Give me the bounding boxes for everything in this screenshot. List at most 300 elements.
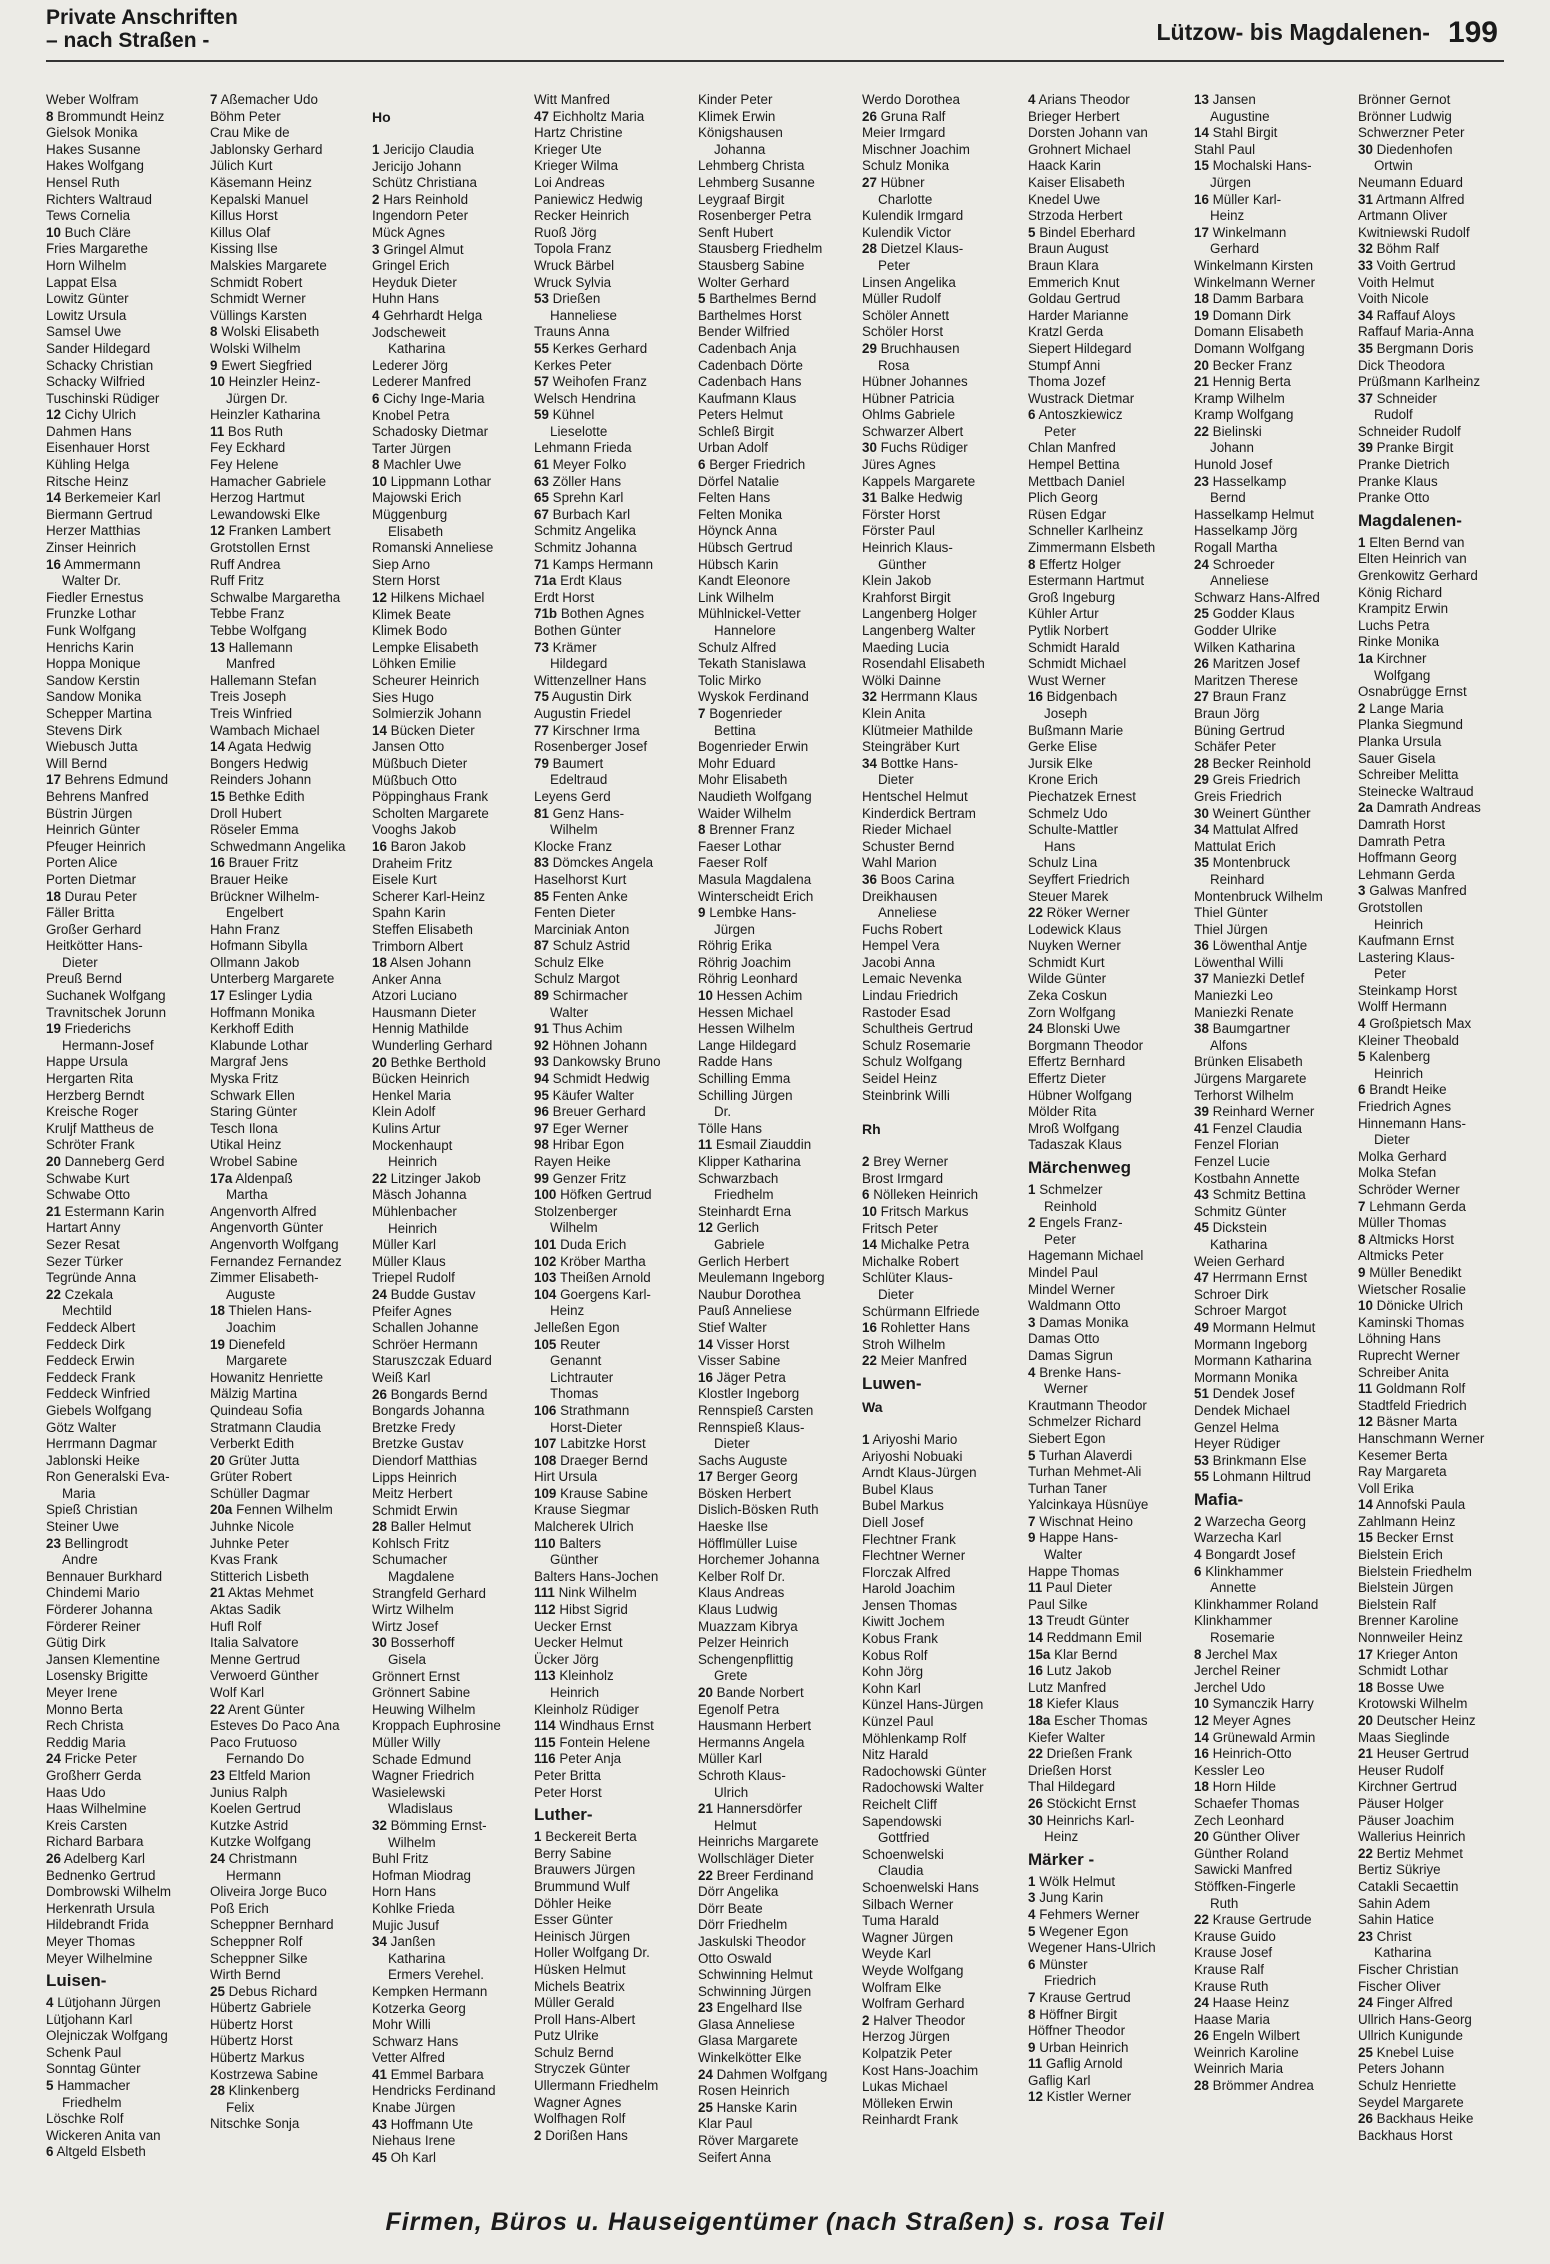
listing-entry bbox=[698, 109, 856, 126]
listing-continuation-text: Peter bbox=[1044, 1231, 1077, 1247]
resident-name: Wunderling Gerhard bbox=[372, 1038, 493, 1054]
listing-entry bbox=[372, 972, 530, 989]
listing-entry bbox=[1194, 673, 1352, 690]
resident-name: Glasa Margarete bbox=[698, 2033, 798, 2049]
listing-entry bbox=[1028, 656, 1186, 673]
resident-name: Atzori Luciano bbox=[372, 988, 457, 1004]
resident-name: Künzel Hans-Jürgen bbox=[862, 1697, 984, 1713]
listing-entry bbox=[1194, 1680, 1352, 1697]
listing-continuation bbox=[534, 1370, 692, 1387]
resident-name: Wilde Günter bbox=[1028, 971, 1107, 987]
resident-name: Löschke Rolf bbox=[46, 2111, 124, 2127]
listing-entry bbox=[1028, 1365, 1186, 1382]
listing-entry bbox=[1358, 1248, 1506, 1265]
listing-entry bbox=[862, 275, 1020, 292]
resident-name: Schulz Elke bbox=[534, 954, 604, 970]
resident-name: Effertz Dieter bbox=[1028, 1071, 1106, 1087]
listing-entry bbox=[1194, 590, 1352, 607]
house-number: 75 bbox=[534, 689, 549, 705]
listing-entry bbox=[210, 938, 368, 955]
resident-name: Dörr Angelika bbox=[698, 1884, 779, 1900]
listing-entry bbox=[1028, 1481, 1186, 1498]
resident-name: Montenbruck Wilhelm bbox=[1194, 888, 1323, 904]
listing-entry bbox=[46, 1071, 204, 1088]
resident-name: Krautmann Theodor bbox=[1028, 1397, 1147, 1413]
listing-continuation bbox=[372, 524, 530, 541]
directory-column bbox=[698, 92, 856, 2192]
listing-continuation-text: Heinz bbox=[550, 1303, 585, 1319]
listing-entry bbox=[1194, 540, 1352, 557]
resident-name: Hirt Ursula bbox=[534, 1469, 598, 1485]
resident-name: Mühlnickel-Vetter bbox=[698, 606, 801, 622]
listing-entry bbox=[46, 1270, 204, 1287]
resident-name: Kratzl Gerda bbox=[1028, 324, 1104, 340]
resident-name: Fenzel Lucie bbox=[1194, 1154, 1270, 1169]
listing-entry bbox=[210, 1619, 368, 1636]
listing-entry bbox=[1358, 1082, 1506, 1099]
listing-entry bbox=[1358, 601, 1506, 618]
listing-continuation-text: Dieter bbox=[1374, 1132, 1410, 1148]
resident-name: Labitzke Horst bbox=[560, 1436, 646, 1452]
listing-entry bbox=[1194, 1320, 1352, 1337]
resident-name: Elten Bernd van bbox=[1369, 534, 1465, 550]
listing-entry bbox=[1358, 291, 1506, 308]
listing-entry bbox=[46, 922, 204, 939]
resident-name: Thoma Jozef bbox=[1028, 374, 1106, 390]
listing-entry bbox=[210, 1917, 368, 1934]
resident-name: Lehmberg Christa bbox=[698, 158, 805, 174]
listing-entry bbox=[46, 1337, 204, 1354]
resident-name: Richters Waltraud bbox=[46, 191, 152, 207]
listing-entry bbox=[698, 374, 856, 391]
listing-entry bbox=[862, 1038, 1020, 1055]
resident-name: Schallen Johanne bbox=[372, 1320, 479, 1336]
house-number: 8 bbox=[698, 822, 706, 838]
listing-entry bbox=[534, 855, 692, 872]
listing-continuation bbox=[372, 1951, 530, 1968]
resident-name: Hartz Christine bbox=[534, 125, 623, 141]
listing-entry bbox=[1358, 585, 1506, 602]
resident-name: Scheppner Silke bbox=[210, 1950, 308, 1966]
listing-entry bbox=[1194, 1796, 1352, 1813]
resident-name: Schäfer Peter bbox=[1194, 739, 1276, 755]
listing-entry bbox=[1028, 490, 1186, 507]
resident-name: Weber Wolfram bbox=[46, 92, 139, 107]
resident-name: Fäller Britta bbox=[46, 905, 115, 921]
listing-continuation bbox=[1194, 175, 1352, 192]
listing-entry bbox=[698, 1602, 856, 1619]
listing-entry bbox=[1358, 1730, 1506, 1747]
resident-name: Agata Hedwig bbox=[227, 739, 312, 755]
listing-entry bbox=[1028, 2023, 1186, 2040]
resident-name: Michels Beatrix bbox=[534, 1978, 625, 1994]
house-number: 34 bbox=[372, 1934, 387, 1950]
resident-name: Bielstein Erich bbox=[1358, 1547, 1443, 1563]
resident-name: Arent Günter bbox=[227, 1701, 305, 1717]
resident-name: Mischner Joachim bbox=[862, 141, 970, 157]
listing-continuation-text: Günther bbox=[550, 1552, 599, 1568]
listing-entry bbox=[1194, 1420, 1352, 1437]
resident-name: Schwinning Jürgen bbox=[698, 1983, 812, 1999]
listing-entry bbox=[1028, 1564, 1186, 1581]
listing-entry bbox=[210, 407, 368, 424]
listing-entry bbox=[534, 2078, 692, 2095]
resident-name: Höffner Birgit bbox=[1039, 2006, 1118, 2022]
listing-entry bbox=[1194, 1995, 1352, 2012]
listing-entry bbox=[1194, 905, 1352, 922]
house-number: 22 bbox=[1194, 423, 1209, 439]
resident-name: Schroer Dirk bbox=[1194, 1286, 1269, 1302]
resident-name: Menne Gertrud bbox=[210, 1651, 301, 1667]
resident-name: Dorißen Hans bbox=[545, 2127, 628, 2143]
listing-entry bbox=[534, 1038, 692, 1055]
resident-name: Herrmann Dagmar bbox=[46, 1436, 157, 1452]
resident-name: Arndt Klaus-Jürgen bbox=[862, 1465, 977, 1481]
resident-name: Ullrich Kunigunde bbox=[1358, 2028, 1463, 2044]
listing-entry bbox=[862, 739, 1020, 756]
listing-entry bbox=[372, 2001, 530, 2018]
listing-continuation bbox=[698, 1785, 856, 1802]
resident-name: Nölleken Heinrich bbox=[873, 1187, 979, 1203]
house-number: 27 bbox=[1194, 689, 1209, 705]
resident-name: Augustin Friedel bbox=[534, 705, 631, 721]
listing-continuation bbox=[372, 1221, 530, 1238]
resident-name: Peter Britta bbox=[534, 1767, 601, 1783]
resident-name: Müller Karl- bbox=[1212, 191, 1282, 207]
listing-entry bbox=[534, 1995, 692, 2012]
listing-entry bbox=[1358, 1846, 1506, 1863]
house-number: 5 bbox=[698, 291, 706, 307]
resident-name: Gruna Ralf bbox=[880, 108, 946, 124]
listing-entry bbox=[534, 1137, 692, 1154]
listing-entry bbox=[1194, 2045, 1352, 2062]
listing-entry bbox=[372, 1436, 530, 1453]
resident-name: Beckereit Berta bbox=[545, 1829, 637, 1845]
house-number: 14 bbox=[46, 490, 61, 506]
listing-entry bbox=[46, 275, 204, 292]
house-number: 93 bbox=[534, 1054, 549, 1070]
listing-continuation bbox=[210, 1287, 368, 1304]
listing-continuation bbox=[1028, 1973, 1186, 1990]
resident-name: Krause Siegmar bbox=[534, 1502, 631, 1518]
listing-entry bbox=[46, 308, 204, 325]
listing-entry bbox=[1028, 606, 1186, 623]
listing-entry bbox=[534, 1668, 692, 1685]
listing-entry bbox=[1028, 523, 1186, 540]
listing-entry bbox=[1028, 806, 1186, 823]
resident-name: Klar Bernd bbox=[1054, 1646, 1118, 1662]
listing-entry bbox=[1358, 1414, 1506, 1431]
listing-entry bbox=[698, 1220, 856, 1237]
listing-entry bbox=[1358, 341, 1506, 358]
listing-entry bbox=[534, 1171, 692, 1188]
listing-entry bbox=[698, 2083, 856, 2100]
listing-continuation bbox=[210, 1320, 368, 1337]
listing-entry bbox=[534, 1879, 692, 1896]
resident-name: Wirth Bernd bbox=[210, 1967, 281, 1983]
listing-continuation bbox=[534, 822, 692, 839]
listing-entry bbox=[372, 988, 530, 1005]
listing-entry bbox=[210, 1303, 368, 1320]
resident-name: Staruszczak Eduard bbox=[372, 1353, 492, 1369]
resident-name: Wittenzellner Hans bbox=[534, 672, 647, 688]
listing-continuation-text: Dieter bbox=[714, 1436, 750, 1452]
resident-name: Hessen Wilhelm bbox=[698, 1021, 795, 1037]
resident-name: Wietscher Rosalie bbox=[1358, 1281, 1466, 1297]
listing-entry bbox=[1358, 717, 1506, 734]
listing-entry bbox=[46, 1088, 204, 1105]
listing-continuation-text: Katharina bbox=[1210, 1236, 1268, 1252]
resident-name: Brandt Heike bbox=[1369, 1082, 1447, 1098]
listing-entry bbox=[698, 1403, 856, 1420]
resident-name: Treis Joseph bbox=[210, 689, 287, 705]
resident-name: Schwarzer Albert bbox=[862, 423, 964, 439]
listing-continuation bbox=[210, 656, 368, 673]
listing-entry bbox=[1028, 1940, 1186, 1957]
resident-name: Löwenthal Antje bbox=[1212, 938, 1308, 954]
resident-name: Pranke Otto bbox=[1358, 490, 1430, 506]
resident-name: Thielen Hans- bbox=[228, 1303, 312, 1319]
listing-entry bbox=[862, 457, 1020, 474]
resident-name: Danneberg Gerd bbox=[64, 1154, 165, 1169]
listing-continuation bbox=[1028, 1829, 1186, 1846]
resident-name: Hallemann bbox=[228, 639, 293, 655]
listing-entry bbox=[698, 590, 856, 607]
listing-entry bbox=[1194, 1979, 1352, 1996]
section-title-line2: – nach Straßen - bbox=[46, 29, 210, 52]
resident-name: Heinisch Jürgen bbox=[534, 1928, 631, 1944]
resident-name: Röver Margarete bbox=[698, 2133, 799, 2149]
listing-entry bbox=[534, 2028, 692, 2045]
listing-entry bbox=[534, 889, 692, 906]
listing-entry bbox=[46, 175, 204, 192]
resident-name: Schöler Annett bbox=[862, 307, 950, 323]
listing-entry bbox=[46, 2045, 204, 2062]
resident-name: Dickstein bbox=[1212, 1220, 1267, 1236]
resident-name: Raffauf Maria-Anna bbox=[1358, 324, 1474, 340]
resident-name: Klaus Ludwig bbox=[698, 1602, 778, 1618]
resident-name: Pranke Klaus bbox=[1358, 473, 1438, 489]
resident-name: Heyduk Dieter bbox=[372, 274, 457, 290]
resident-name: Planka Siegmund bbox=[1358, 717, 1463, 733]
resident-name: Förderer Reiner bbox=[46, 1618, 141, 1634]
listing-continuation bbox=[372, 1835, 530, 1852]
listing-entry bbox=[862, 474, 1020, 491]
listing-continuation-text: Felix bbox=[226, 2099, 255, 2115]
resident-name: Triepel Rudolf bbox=[372, 1270, 455, 1286]
resident-name: Dendek Josef bbox=[1212, 1386, 1295, 1402]
listing-continuation-text: Hermann bbox=[226, 1867, 282, 1883]
listing-entry bbox=[698, 971, 856, 988]
resident-name: Feddeck Albert bbox=[46, 1319, 136, 1335]
listing-entry bbox=[698, 2033, 856, 2050]
resident-name: Osnabrügge Ernst bbox=[1358, 684, 1467, 700]
listing-entry bbox=[698, 291, 856, 308]
resident-name: Bongardt Josef bbox=[1205, 1547, 1296, 1563]
resident-name: Horn Wilhelm bbox=[46, 257, 127, 273]
resident-name: Siepert Hildegard bbox=[1028, 340, 1132, 356]
resident-name: Niehaus Irene bbox=[372, 2133, 456, 2149]
resident-name: Adelberg Karl bbox=[63, 1850, 146, 1866]
resident-name: Schacky Wilfried bbox=[46, 374, 145, 390]
listing-continuation bbox=[698, 1818, 856, 1835]
listing-entry bbox=[698, 490, 856, 507]
listing-entry bbox=[862, 822, 1020, 839]
resident-name: Wirtz Wilhelm bbox=[372, 1602, 454, 1618]
resident-name: Berkemeier Karl bbox=[64, 490, 161, 506]
listing-entry bbox=[534, 573, 692, 590]
listing-entry bbox=[534, 192, 692, 209]
listing-entry bbox=[1358, 1049, 1506, 1066]
listing-entry bbox=[372, 889, 530, 906]
resident-name: Jericijo Johann bbox=[372, 158, 462, 174]
listing-entry bbox=[698, 1536, 856, 1553]
resident-name: Solmierzik Johann bbox=[372, 706, 482, 722]
listing-entry bbox=[862, 1731, 1020, 1748]
resident-name: Fischer Oliver bbox=[1358, 1978, 1441, 1994]
house-number: 29 bbox=[1194, 772, 1209, 788]
listing-continuation-text: Lieselotte bbox=[550, 423, 608, 439]
listing-entry bbox=[210, 1403, 368, 1420]
resident-name: Schaefer Thomas bbox=[1194, 1795, 1300, 1811]
listing-entry bbox=[1358, 1331, 1506, 1348]
listing-entry bbox=[862, 573, 1020, 590]
listing-entry bbox=[862, 1221, 1020, 1238]
listing-entry bbox=[46, 839, 204, 856]
listing-continuation bbox=[698, 723, 856, 740]
resident-name: Bäsner Marta bbox=[1376, 1414, 1458, 1430]
resident-name: Uecker Helmut bbox=[534, 1635, 623, 1651]
resident-name: Aktas Mehmet bbox=[227, 1585, 314, 1601]
house-number: 99 bbox=[534, 1170, 549, 1186]
listing-entry bbox=[534, 1602, 692, 1619]
resident-name: Dahmen Hans bbox=[46, 423, 132, 439]
resident-name: Schulz Margot bbox=[534, 971, 620, 987]
resident-name: Altgeld Elsbeth bbox=[56, 2144, 146, 2160]
resident-name: Wilken Katharina bbox=[1194, 639, 1296, 655]
listing-entry bbox=[1194, 391, 1352, 408]
resident-name: Bothen Agnes bbox=[560, 606, 645, 622]
resident-name: Fricke Peter bbox=[64, 1751, 137, 1767]
listing-entry bbox=[1358, 2111, 1506, 2128]
resident-name: Esmail Ziauddin bbox=[715, 1137, 812, 1153]
resident-name: Glasa Anneliese bbox=[698, 2016, 795, 2032]
listing-entry bbox=[1028, 92, 1186, 109]
house-number: 20 bbox=[1358, 1713, 1373, 1728]
resident-name: Hofmann Sibylla bbox=[210, 938, 308, 954]
listing-entry bbox=[210, 1502, 368, 1519]
resident-name: Balters bbox=[559, 1535, 602, 1551]
resident-name: Mujic Jusuf bbox=[372, 1917, 439, 1933]
listing-entry bbox=[1194, 1353, 1352, 1370]
listing-entry bbox=[1358, 208, 1506, 225]
resident-name: Hofman Miodrag bbox=[372, 1867, 471, 1883]
listing-continuation-text: Heinrich bbox=[388, 1220, 438, 1236]
listing-entry bbox=[1358, 457, 1506, 474]
resident-name: Klipper Katharina bbox=[698, 1154, 801, 1169]
listing-entry bbox=[1194, 2078, 1352, 2095]
resident-name: Feddeck Winfried bbox=[46, 1386, 151, 1402]
resident-name: Spieß Christian bbox=[46, 1502, 138, 1518]
listing-continuation-text: Jürgen Dr. bbox=[226, 390, 288, 406]
house-number: 16 bbox=[1194, 191, 1209, 207]
resident-name: Müller Karl bbox=[372, 1237, 436, 1253]
resident-name: Meulemann Ingeborg bbox=[698, 1270, 825, 1286]
resident-name: Giebels Wolfgang bbox=[46, 1402, 152, 1418]
listing-entry bbox=[46, 142, 204, 159]
resident-name: Götz Walter bbox=[46, 1419, 117, 1435]
listing-entry bbox=[862, 523, 1020, 540]
listing-entry bbox=[1358, 1016, 1506, 1033]
listing-entry bbox=[1028, 1497, 1186, 1514]
resident-name: Bretzke Fredy bbox=[372, 1419, 456, 1435]
listing-entry bbox=[372, 192, 530, 209]
resident-name: Schmidt Harald bbox=[1028, 639, 1120, 655]
listing-entry bbox=[1358, 1779, 1506, 1796]
listing-entry bbox=[210, 706, 368, 723]
listing-entry bbox=[698, 1453, 856, 1470]
resident-name: Bindel Eberhard bbox=[1039, 224, 1136, 240]
resident-name: Herrmann Klaus bbox=[880, 689, 978, 705]
resident-name: Eslinger Lydia bbox=[228, 988, 313, 1004]
house-number: 30 bbox=[862, 440, 877, 456]
resident-name: Heyer Rüdiger bbox=[1194, 1436, 1281, 1452]
listing-entry bbox=[372, 1270, 530, 1287]
listing-entry bbox=[46, 1536, 204, 1553]
listing-entry bbox=[46, 1652, 204, 1669]
resident-name: Lemaic Nevenka bbox=[862, 971, 962, 987]
listing-entry bbox=[534, 109, 692, 126]
resident-name: Wollschläger Dieter bbox=[698, 1850, 814, 1866]
listing-entry bbox=[534, 275, 692, 292]
listing-entry bbox=[534, 1751, 692, 1768]
listing-entry bbox=[1358, 850, 1506, 867]
resident-name: Dendek Michael bbox=[1194, 1402, 1291, 1418]
resident-name: Wölki Dainne bbox=[862, 672, 941, 688]
listing-entry bbox=[1358, 1896, 1506, 1913]
resident-name: Lipps Heinrich bbox=[372, 1469, 457, 1485]
resident-name: Schulz Wolfgang bbox=[862, 1054, 963, 1070]
resident-name: Krause Gertrude bbox=[1212, 1912, 1312, 1928]
resident-name: Kirschner Irma bbox=[552, 722, 640, 738]
resident-name: Kandt Eleonore bbox=[698, 573, 791, 589]
listing-entry bbox=[1028, 872, 1186, 889]
house-number: 98 bbox=[534, 1137, 549, 1153]
resident-name: Emmel Barbara bbox=[390, 2066, 484, 2082]
house-number: 18 bbox=[210, 1303, 225, 1319]
resident-name: Künzel Paul bbox=[862, 1714, 934, 1730]
resident-name: Michalke Robert bbox=[862, 1253, 959, 1269]
resident-name: Hübertz Markus bbox=[210, 2050, 305, 2066]
house-number: 28 bbox=[1194, 755, 1209, 771]
listing-continuation bbox=[1028, 1232, 1186, 1249]
resident-name: Kulendik Irmgard bbox=[862, 208, 964, 224]
resident-name: Wolski Elisabeth bbox=[221, 324, 320, 340]
resident-name: Nuyken Werner bbox=[1028, 938, 1121, 954]
listing-entry bbox=[698, 1320, 856, 1337]
listing-entry bbox=[46, 1220, 204, 1237]
page-footer-note: Firmen, Büros u. Hauseigentümer (nach Straßen) s. rosa Teil bbox=[385, 2208, 1165, 2236]
listing-entry bbox=[46, 358, 204, 375]
resident-name: Domann Elisabeth bbox=[1194, 324, 1304, 340]
resident-name: Margraf Jens bbox=[210, 1054, 289, 1070]
resident-name: Zimmer Elisabeth- bbox=[210, 1270, 319, 1286]
house-number: 87 bbox=[534, 938, 549, 954]
resident-name: Kohn Karl bbox=[862, 1680, 921, 1696]
resident-name: Wolter Gerhard bbox=[698, 274, 790, 290]
resident-name: Bethke Edith bbox=[228, 788, 305, 804]
listing-entry bbox=[1194, 706, 1352, 723]
